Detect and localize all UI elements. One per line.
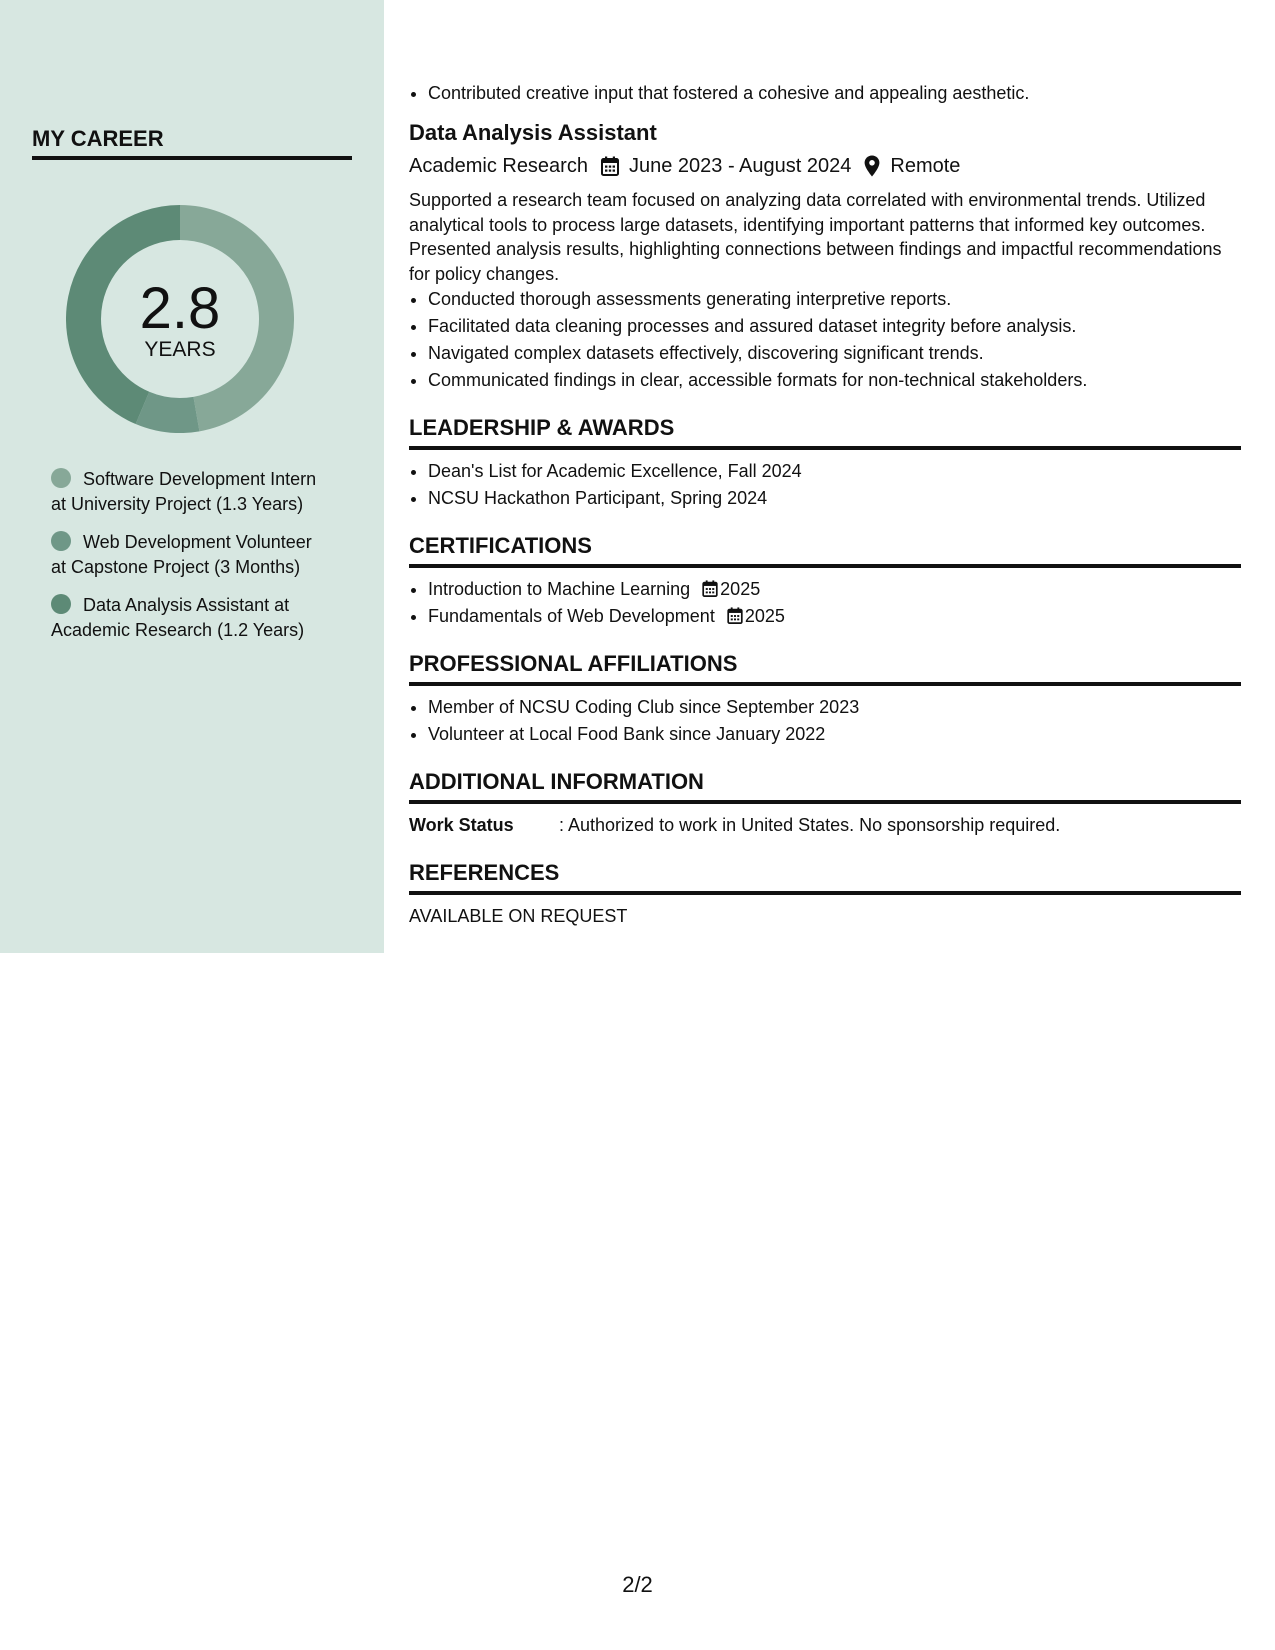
section-title-affiliations: PROFESSIONAL AFFILIATIONS bbox=[409, 650, 1241, 686]
sidebar bbox=[0, 0, 384, 953]
calendar-icon bbox=[727, 607, 743, 624]
list-item bbox=[428, 576, 1241, 603]
legend-label: Web Development Volunteer at Capstone Project (3 Months) bbox=[51, 532, 312, 577]
list-item: • Facilitated data cleaning processes and assured dataset integrity before analysis. bbox=[428, 313, 1241, 340]
section-title-leadership: LEADERSHIP & AWARDS bbox=[409, 414, 1241, 450]
work-status-row bbox=[409, 812, 1241, 839]
career-legend bbox=[51, 467, 331, 656]
total-years-value: 2.8 bbox=[139, 276, 221, 341]
work-status-value: : Authorized to work in United States. No sponsorship required. bbox=[559, 815, 1061, 835]
legend-label: Software Development Intern at University Project (1.3 Years) bbox=[51, 469, 317, 514]
job-meta bbox=[409, 152, 1241, 180]
section-title-references: REFERENCES bbox=[409, 859, 1241, 895]
legend-item bbox=[51, 593, 331, 642]
donut-center bbox=[66, 205, 294, 433]
legend-dot bbox=[51, 531, 71, 551]
list-item: • Dean's List for Academic Excellence, Fall 2024 bbox=[428, 458, 1241, 485]
references-text: AVAILABLE ON REQUEST bbox=[409, 906, 628, 926]
main-content bbox=[409, 80, 1241, 930]
certifications-list bbox=[409, 576, 1241, 630]
job-bullets bbox=[409, 286, 1241, 394]
legend-item bbox=[51, 530, 331, 579]
calendar-icon bbox=[702, 580, 718, 597]
job-description: Supported a research team focused on analyzing data correlated with environmental trends. Utilized analytical tools to process large datasets, identifying important patterns that informed key outcomes. Presented analysis results, highlighting connections between findings and impactful recommendations for policy changes. bbox=[409, 190, 1222, 284]
cert-year: 2025 bbox=[720, 579, 761, 599]
affiliations-list bbox=[409, 694, 1241, 748]
job-title: Data Analysis Assistant bbox=[409, 120, 657, 145]
total-years-unit: YEARS bbox=[144, 338, 216, 361]
prev-job-bullets bbox=[409, 80, 1241, 107]
list-item: • Member of NCSU Coding Club since September 2023 bbox=[428, 694, 1241, 721]
list-item: • Contributed creative input that fostered a cohesive and appealing aesthetic. bbox=[428, 80, 1241, 107]
legend-dot bbox=[51, 468, 71, 488]
cert-date bbox=[727, 606, 785, 626]
cert-date bbox=[702, 579, 760, 599]
legend-label: Data Analysis Assistant at Academic Research (1.2 Years) bbox=[51, 595, 305, 640]
work-status-label: Work Status bbox=[409, 815, 514, 835]
career-donut-chart bbox=[66, 205, 294, 433]
list-item: • Navigated complex datasets effectively, discovering significant trends. bbox=[428, 340, 1241, 367]
list-item: • Volunteer at Local Food Bank since January 2022 bbox=[428, 721, 1241, 748]
leadership-list bbox=[409, 458, 1241, 512]
list-item: • NCSU Hackathon Participant, Spring 2024 bbox=[428, 485, 1241, 512]
list-item bbox=[428, 603, 1241, 630]
cert-year: 2025 bbox=[744, 606, 785, 626]
career-heading: MY CAREER bbox=[32, 126, 352, 160]
legend-dot bbox=[51, 594, 71, 614]
section-title-certifications: CERTIFICATIONS bbox=[409, 532, 1241, 568]
list-item: • Conducted thorough assessments generating interpretive reports. bbox=[428, 286, 1241, 313]
cert-name: Introduction to Machine Learning bbox=[428, 579, 691, 599]
list-item: • Communicated findings in clear, accessible formats for non-technical stakeholders. bbox=[428, 367, 1241, 394]
job-location: Remote bbox=[890, 155, 961, 177]
job-dates: June 2023 - August 2024 bbox=[628, 155, 852, 177]
page-number: 2/2 bbox=[622, 1572, 653, 1597]
cert-name: Fundamentals of Web Development bbox=[428, 606, 715, 626]
legend-item bbox=[51, 467, 331, 516]
calendar-icon bbox=[601, 156, 619, 176]
job-org: Academic Research bbox=[409, 155, 588, 177]
section-title-additional: ADDITIONAL INFORMATION bbox=[409, 768, 1241, 804]
location-pin-icon bbox=[864, 155, 880, 177]
